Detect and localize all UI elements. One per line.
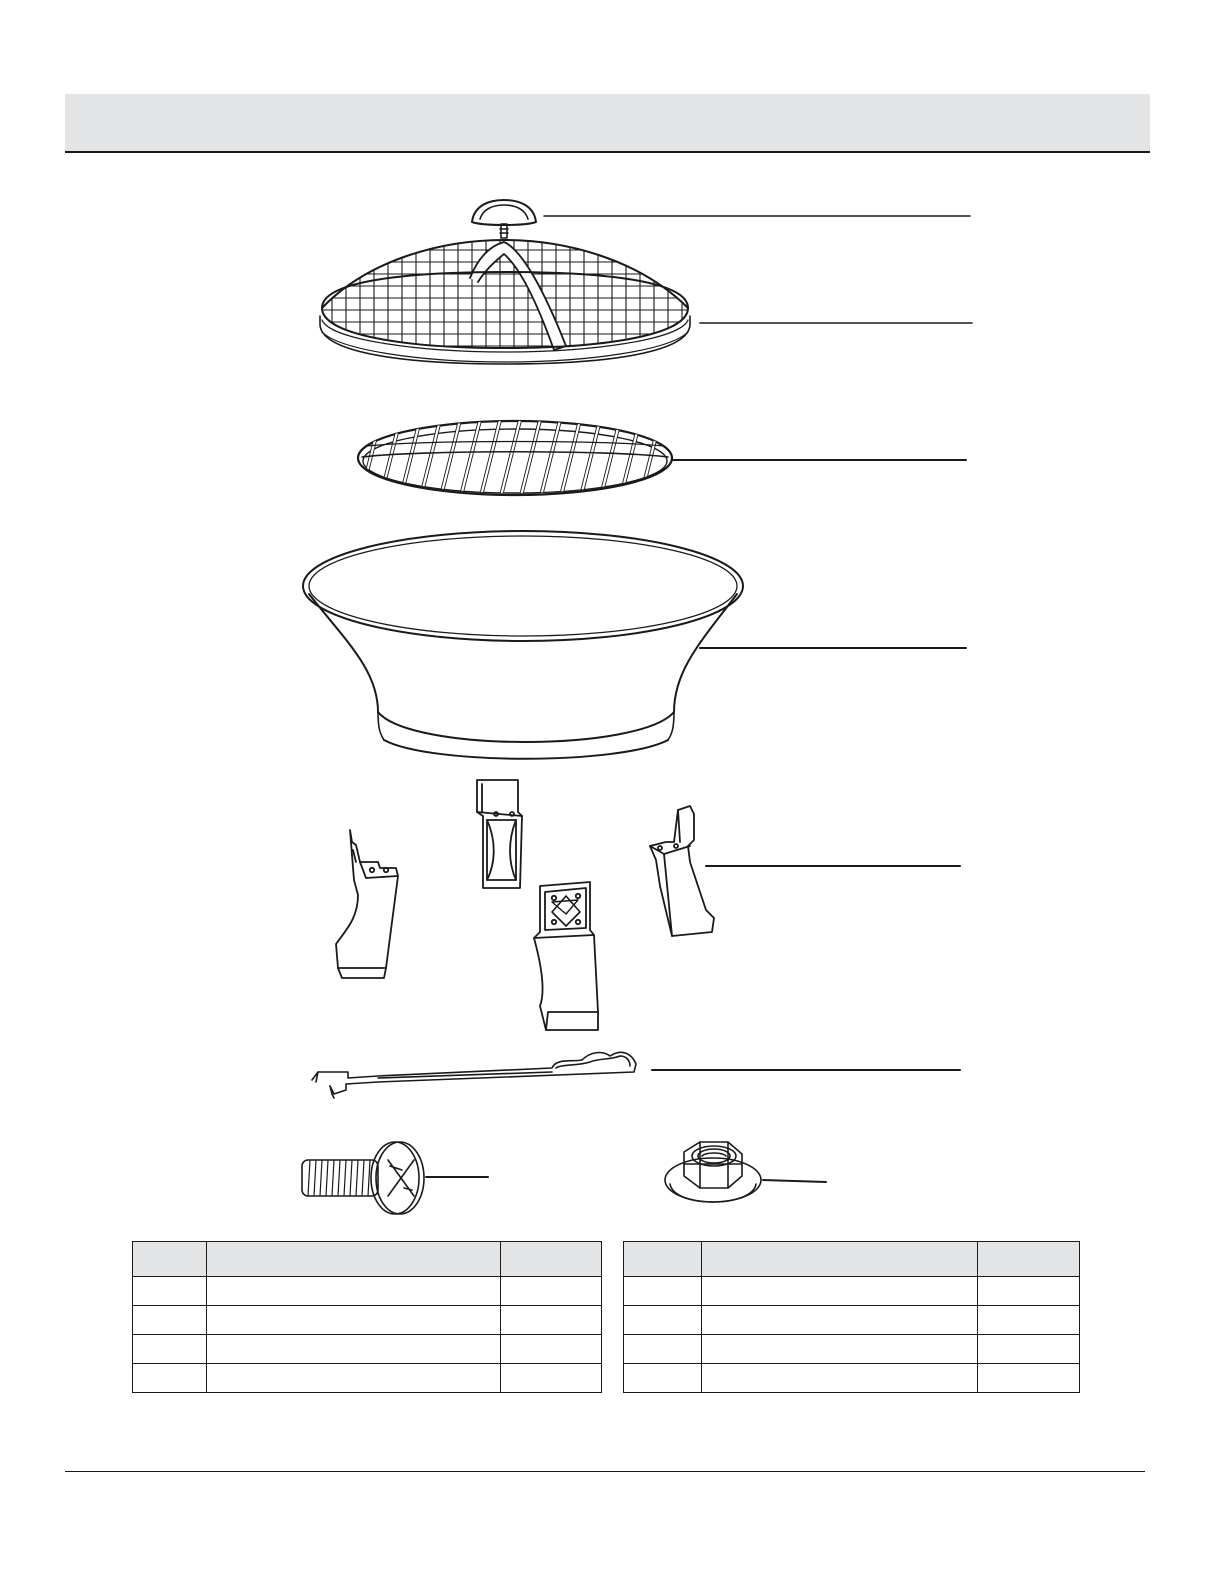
table-cell: [624, 1306, 702, 1335]
bolt: [302, 1142, 488, 1214]
table-row: [624, 1364, 1080, 1393]
table-row: [133, 1306, 602, 1335]
header-band: [65, 94, 1150, 151]
nut: [665, 1142, 826, 1202]
fire-bowl: [303, 531, 966, 759]
column-header: [501, 1242, 602, 1277]
exploded-parts-diagram: [0, 160, 1224, 1220]
table-cell: [133, 1364, 207, 1393]
table-cell: [702, 1335, 978, 1364]
table-cell: [133, 1335, 207, 1364]
table-row: [133, 1335, 602, 1364]
table-header-row: [133, 1242, 602, 1277]
table-cell: [624, 1277, 702, 1306]
legs: [336, 780, 960, 1030]
spark-screen: [300, 230, 972, 364]
table-cell: [702, 1277, 978, 1306]
column-header: [702, 1242, 978, 1277]
column-header: [978, 1242, 1080, 1277]
table-cell: [624, 1364, 702, 1393]
table-cell: [501, 1277, 602, 1306]
table-cell: [978, 1306, 1080, 1335]
header-rule: [65, 151, 1150, 153]
table-cell: [501, 1364, 602, 1393]
table-row: [624, 1306, 1080, 1335]
table-row: [624, 1335, 1080, 1364]
footer-rule: [65, 1471, 1145, 1472]
table-cell: [978, 1335, 1080, 1364]
parts-table-left: [132, 1241, 602, 1393]
column-header: [133, 1242, 207, 1277]
column-header: [207, 1242, 501, 1277]
table-cell: [207, 1335, 501, 1364]
table-header-row: [624, 1242, 1080, 1277]
table-cell: [207, 1306, 501, 1335]
table-cell: [501, 1306, 602, 1335]
table-cell: [133, 1306, 207, 1335]
table-cell: [624, 1335, 702, 1364]
table-row: [133, 1364, 602, 1393]
table-row: [133, 1277, 602, 1306]
spark-screen-handle: [472, 200, 970, 238]
cooking-grate: [358, 420, 966, 500]
poker: [312, 1052, 960, 1098]
table-cell: [978, 1277, 1080, 1306]
parts-table-right: [623, 1241, 1080, 1393]
table-cell: [207, 1277, 501, 1306]
column-header: [624, 1242, 702, 1277]
table-cell: [702, 1306, 978, 1335]
table-cell: [207, 1364, 501, 1393]
table-cell: [978, 1364, 1080, 1393]
table-cell: [133, 1277, 207, 1306]
table-cell: [702, 1364, 978, 1393]
table-cell: [501, 1335, 602, 1364]
table-row: [624, 1277, 1080, 1306]
